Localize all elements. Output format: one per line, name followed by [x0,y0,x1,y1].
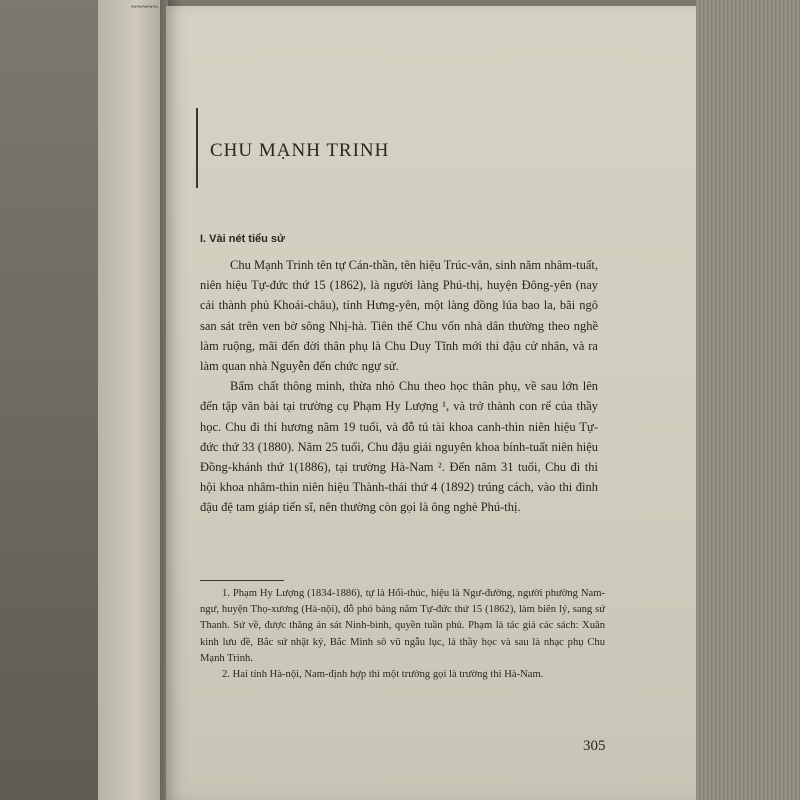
footnote: 2. Hai tỉnh Hà-nội, Nam-định hợp thi một trường gọi là trường thi Hà-Nam. [222,669,544,681]
title-rule [196,108,198,188]
body-text [200,255,598,518]
left-page-edge [98,0,168,800]
left-page-fragment: ~~~~~ [130,2,158,13]
paragraph: Bẩm chất thông minh, thừa nhỏ Chu theo học thân phụ, về sau lớn lên đến tập văn bài tại trường cụ Phạm Hy Lượng ¹, và trở thành con rể của thầy học. Chu đi thi hương năm 19 tuổi, và đỗ tú tài khoa canh-thìn niên hiệu Tự-đức thứ 33 (1880). Năm 25 tuổi, Chu đậu giải nguyên khoa bính-tuất niên hiệu Đồng-khánh thứ 1(1886), tại trường Hà-Nam ². Đến năm 31 tuổi, Chu đi thi hội khoa nhâm-thìn niên hiệu Thành-thái thứ 4 (1892) trúng cách, vào thi đình đậu đệ tam giáp tiến sĩ, nên thường còn gọi là ông nghè Phú-thị. [200,379,598,515]
paragraph: Chu Mạnh Trinh tên tự Cán-thần, tên hiệu Trúc-vân, sinh năm nhâm-tuất, niên hiệu Tự-đức thứ 15 (1862), là người làng Phú-thị, huyện Đông-yên (nay cải thành phủ Khoái-châu), tỉnh Hưng-yên, một làng đồng lúa bao la, bãi ngô san sát trên ven bờ sông Nhị-hà. Tiên thế Chu vốn nhà dân thường theo nghề làm ruộng, mãi đến đời thân phụ là Chu Duy Tĩnh mới thi đậu cử nhân, và ra làm quan nhà Nguyễn đến chức ngự sử. [200,258,598,374]
chapter-title: CHU MẠNH TRINH [210,140,390,161]
footnotes [200,586,605,683]
footnote: 1. Phạm Hy Lượng (1834-1886), tự là Hối-thúc, hiệu là Ngư-đường, người phường Nam-ngư, huyện Thọ-xương (Hà-nội), đỗ phó bảng năm Tự-đức thứ 15 (1862), làm biên lý, sang sứ Thanh. Sứ về, được thăng án sát Ninh-bình, quyền tuần phủ. Phạm là tác giả các sách: Xuân kinh lưu đề, Bắc sứ nhật ký, Bắc Minh sô vũ ngẫu lục, là thầy học và sau là nhạc phụ Chu Mạnh Trinh. [200,588,605,664]
page-number: 305 [583,738,606,754]
footnote-rule [200,580,284,581]
section-heading: I. Vài nét tiểu sử [200,233,285,245]
page-stack-edge [696,0,800,800]
